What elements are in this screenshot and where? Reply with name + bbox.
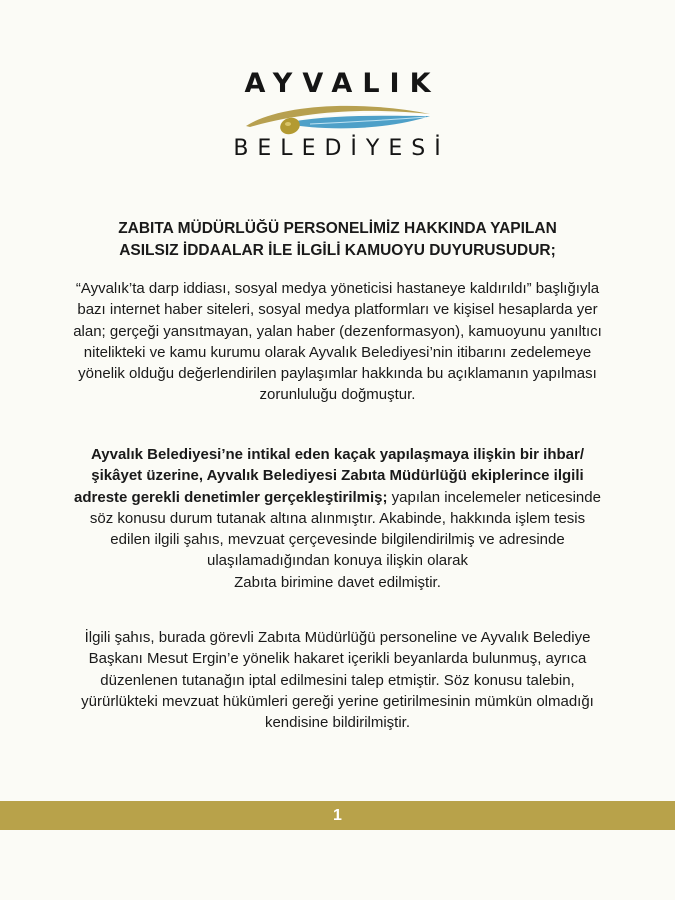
paragraph-2-bold: Ayvalık Belediyesi’ne intikal eden kaçak yapılaşmaya ilişkin bir ihbar/şikâyet üzerine, Ayvalık Belediyesi Zabıta Müdürlüğü ekiplerince ilgili adreste gerekli denetimler gerçekleştirilmiş; [74,446,585,506]
logo-swoosh-icon [240,102,440,138]
logo-bottom-text: BELEDİYESİ [233,136,450,161]
paragraph-2 [70,444,605,593]
paragraph-2-text: yapılan incelemeler neticesinde söz konusu durum tutanak altına alınmıştır. Akabinde, hakkında işlem tesis edilen ilgili şahıs, mevzuat çerçevesinde bilgilendirilmiş ve adresinde ulaşılamadığından konuya ilişkin olarak [89,488,601,570]
heading-line-2: ASILSIZ İDDAALAR İLE İLGİLİ KAMUOYU DUYURUSUDUR; [119,242,556,259]
footer-bar [0,801,675,830]
ayvalik-belediyesi-logo [0,62,675,172]
paragraph-1: “Ayvalık’ta darp iddiası, sosyal medya yöneticisi hastaneye kaldırıldı” başlığıyla bazı internet haber siteleri, sosyal medya platformları ve kişisel hesaplarda yer alan; gerçeği yansıtmayan, yalan haber (dezenformasyon), kamuoyunu yanıltıcı nitelikteki ve kamu kurumu olarak Ayvalık Belediyesi’nin itibarını zedelemeye yönelik olduğu değerlendirilen paylaşımlar hakkında bu açıklamanın yapılması zorunluluğu doğmuştur. [73,280,602,404]
page-number: 1 [333,806,342,824]
announcement-heading [60,218,615,262]
logo-top-text: AYVALIK [244,68,441,99]
paragraph-3: İlgili şahıs, burada görevli Zabıta Müdürlüğü personeline ve Ayvalık Belediye Başkanı Mesut Ergin’e yönelik hakaret içerikli beyanlarda bulunmuş, ayrıca düzenlenen tutanağın iptal edilmesini talep etmiştir. Söz konusu talebin, yürürlükteki mevzuat hükümleri gereği yerine getirilmesinin mümkün olmadığı kendisine bildirilmiştir. [81,629,594,732]
heading-line-1: ZABITA MÜDÜRLÜĞÜ PERSONELİMİZ HAKKINDA YAPILAN [118,220,557,237]
paragraph-2-text-end: Zabıta birimine davet edilmiştir. [234,573,441,591]
